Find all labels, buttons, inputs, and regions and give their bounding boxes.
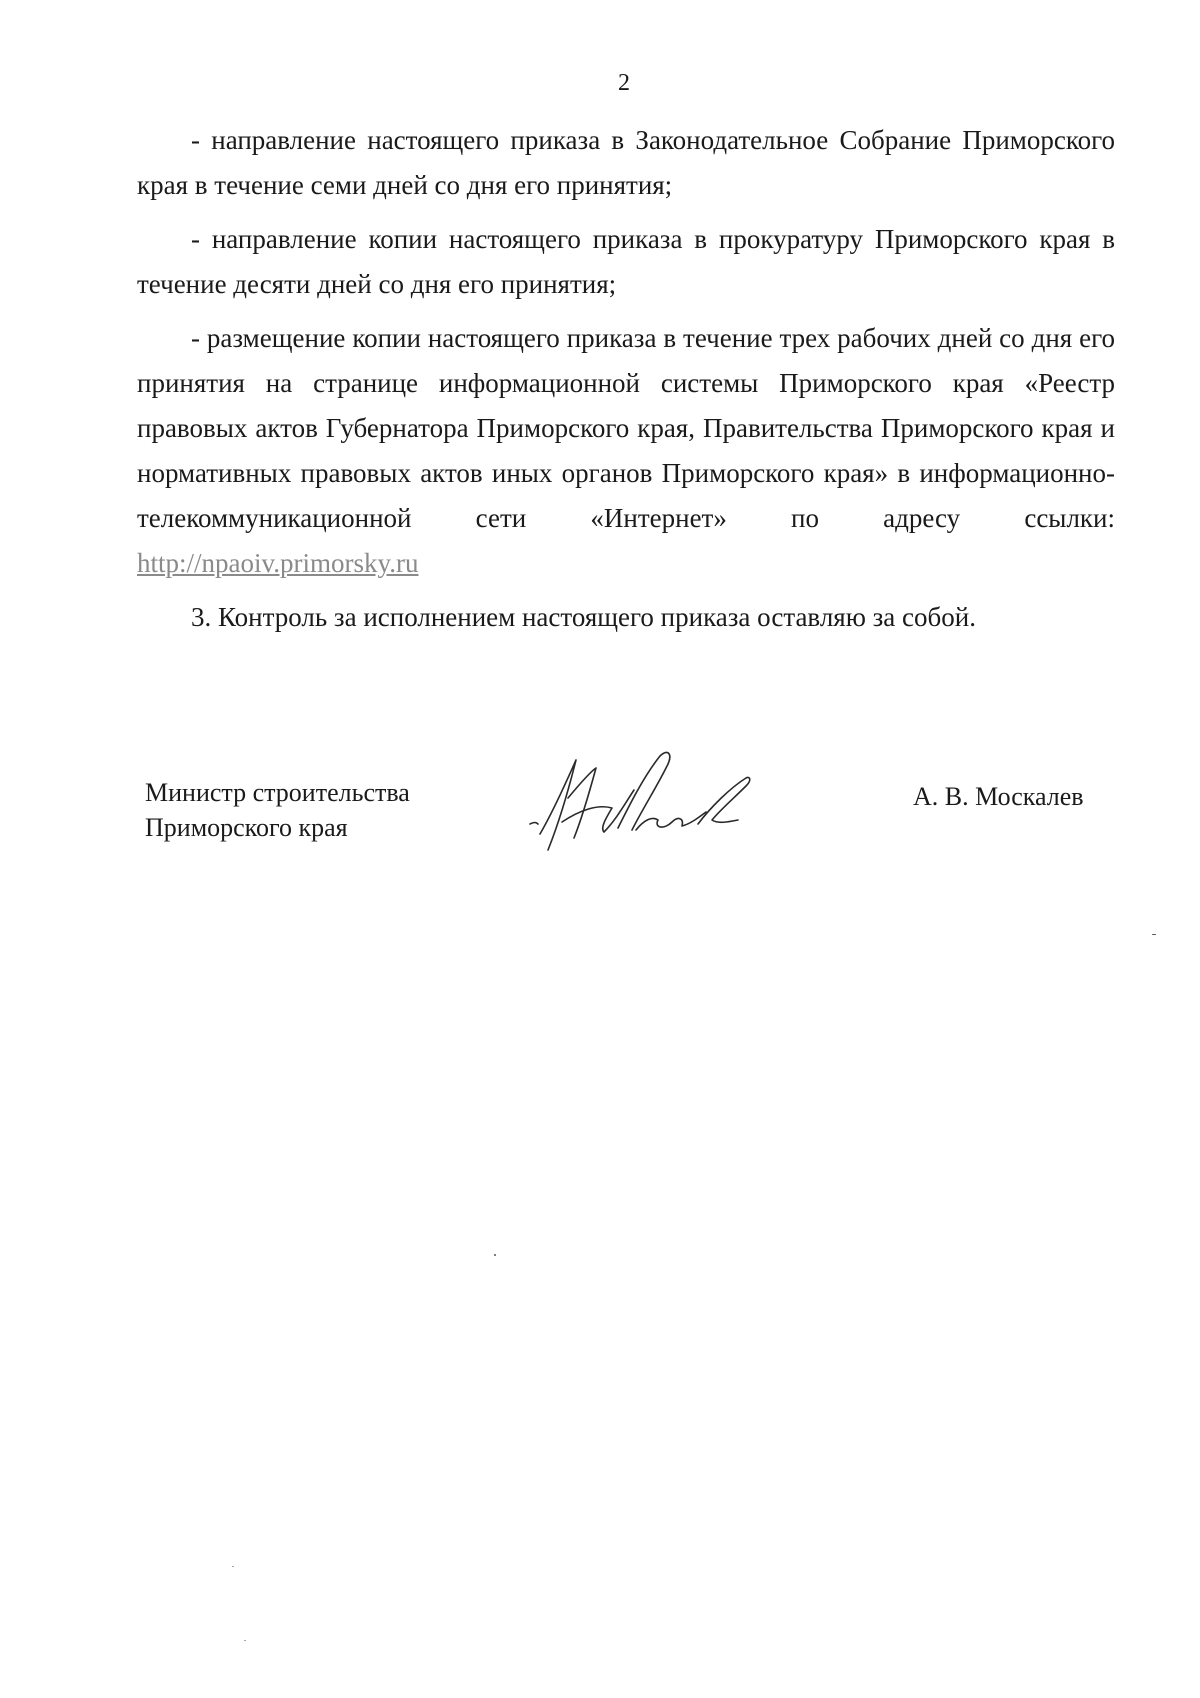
registry-link[interactable]: http://npaoiv.primorsky.ru — [137, 548, 419, 578]
registry-publication-text: - размещение копии настоящего приказа в течение трех рабочих дней со дня его принятия на странице информационной системы Приморского края «Реестр правовых актов Губернатора Приморского края, Правительства Приморского края и нормативных правовых актов иных органов Приморского края» в информационно-телекоммуникационной сети «Интернет» по адресу ссылки: — [137, 323, 1115, 533]
paragraph-prosecutor: - направление копии настоящего приказа в прокуратуру Приморского края в течение десяти дней со дня его принятия; — [137, 224, 1115, 299]
paragraph-control: 3. Контроль за исполнением настоящего приказа оставляю за собой. — [191, 602, 976, 632]
signatory-name: А. В. Москалев — [913, 782, 1084, 811]
signatory-title-line-1: Министр строительства — [145, 778, 410, 807]
handwritten-signature — [520, 738, 770, 868]
signatory-title — [145, 775, 410, 845]
scan-speck — [494, 1254, 496, 1256]
signatory-title-line-2: Приморского края — [145, 813, 348, 842]
scan-speck — [244, 1640, 246, 1641]
paragraph-legislative-assembly: - направление настоящего приказа в Законодательное Собрание Приморского края в течение семи дней со дня его принятия; — [137, 125, 1115, 200]
paragraph-registry-publication — [137, 316, 1115, 586]
document-body — [137, 118, 1115, 649]
page-number: 2 — [618, 70, 630, 96]
scan-speck — [232, 1566, 234, 1567]
scan-speck — [1152, 934, 1156, 935]
